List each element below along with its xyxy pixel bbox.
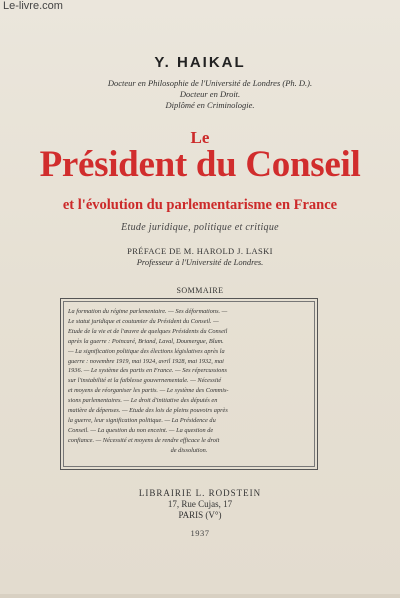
summary-line: 1936. — Le système des partis en France. — Ses répercussions [68, 367, 227, 375]
preface-author: PRÉFACE DE M. HAROLD J. LASKI [127, 246, 273, 256]
summary-line: — La signification politique des élections législatives après la [68, 347, 225, 355]
author-credentials [40, 78, 380, 111]
site-watermark: Le-livre.com [3, 0, 63, 12]
summary-line: sions parlementaires. — Le droit d'initiative des députés en [68, 397, 218, 405]
book-subtitle: et l'évolution du parlementarisme en France [62, 197, 338, 213]
preface-author-role: Professeur à l'Université de Londres. [136, 257, 264, 267]
summary-text [68, 307, 310, 456]
summary-line: guerre : novembre 1919, mai 1924, avril 1928, mai 1932, mai [68, 357, 224, 365]
preface-credit [0, 246, 400, 268]
summary-inner-frame [63, 301, 315, 467]
credential-line: Docteur en Droit. [179, 89, 241, 99]
summary-line: de dissolution. [170, 446, 208, 454]
summary-line: La formation du régime parlementaire. — Ses déformations. — [68, 308, 228, 315]
book-title: Président du Conseil [39, 144, 361, 185]
summary-line: après la guerre : Poincaré, Briand, Laval, Doumergue, Blum. [68, 337, 224, 345]
author-name: Y. HAIKAL [154, 54, 246, 71]
book-tagline: Etude juridique, politique et critique [121, 222, 279, 233]
publisher-name: LIBRAIRIE L. RODSTEIN [138, 488, 262, 498]
summary-line: et moyens de réorganiser les partis. — Le système des Commis- [68, 387, 229, 395]
summary-box [60, 298, 318, 470]
summary-line: sur l'instabilité et la faiblesse gouvernementale. — Nécessité [68, 377, 222, 385]
credential-line: Docteur en Philosophie de l'Université de Londres (Ph. D.). [107, 78, 313, 88]
summary-heading: SOMMAIRE [176, 286, 224, 295]
summary-line: Le statut juridique et coutumier du Président du Conseil. — [68, 317, 219, 325]
credential-line: Diplômé en Criminologie. [165, 100, 255, 110]
publisher-block [0, 488, 400, 521]
summary-line: Etude de la vie et de l'œuvre de quelques Présidents du Conseil [68, 327, 228, 335]
summary-line: confiance. — Nécessité et moyens de rendre efficace le droit [68, 436, 220, 444]
publisher-city: PARIS (V°) [178, 510, 222, 520]
publisher-address: 17, Rue Cujas, 17 [167, 499, 233, 509]
summary-line: Conseil. — La question du non enceint. — La question de [68, 426, 214, 434]
publication-year: 1937 [190, 528, 210, 538]
title-prefix: Le [190, 128, 210, 147]
summary-line: la guerre, leur signification politique. — La Présidence du [68, 416, 216, 424]
summary-line: matière de dépenses. — Etude des lois de pleins pouvoirs après [68, 407, 228, 415]
